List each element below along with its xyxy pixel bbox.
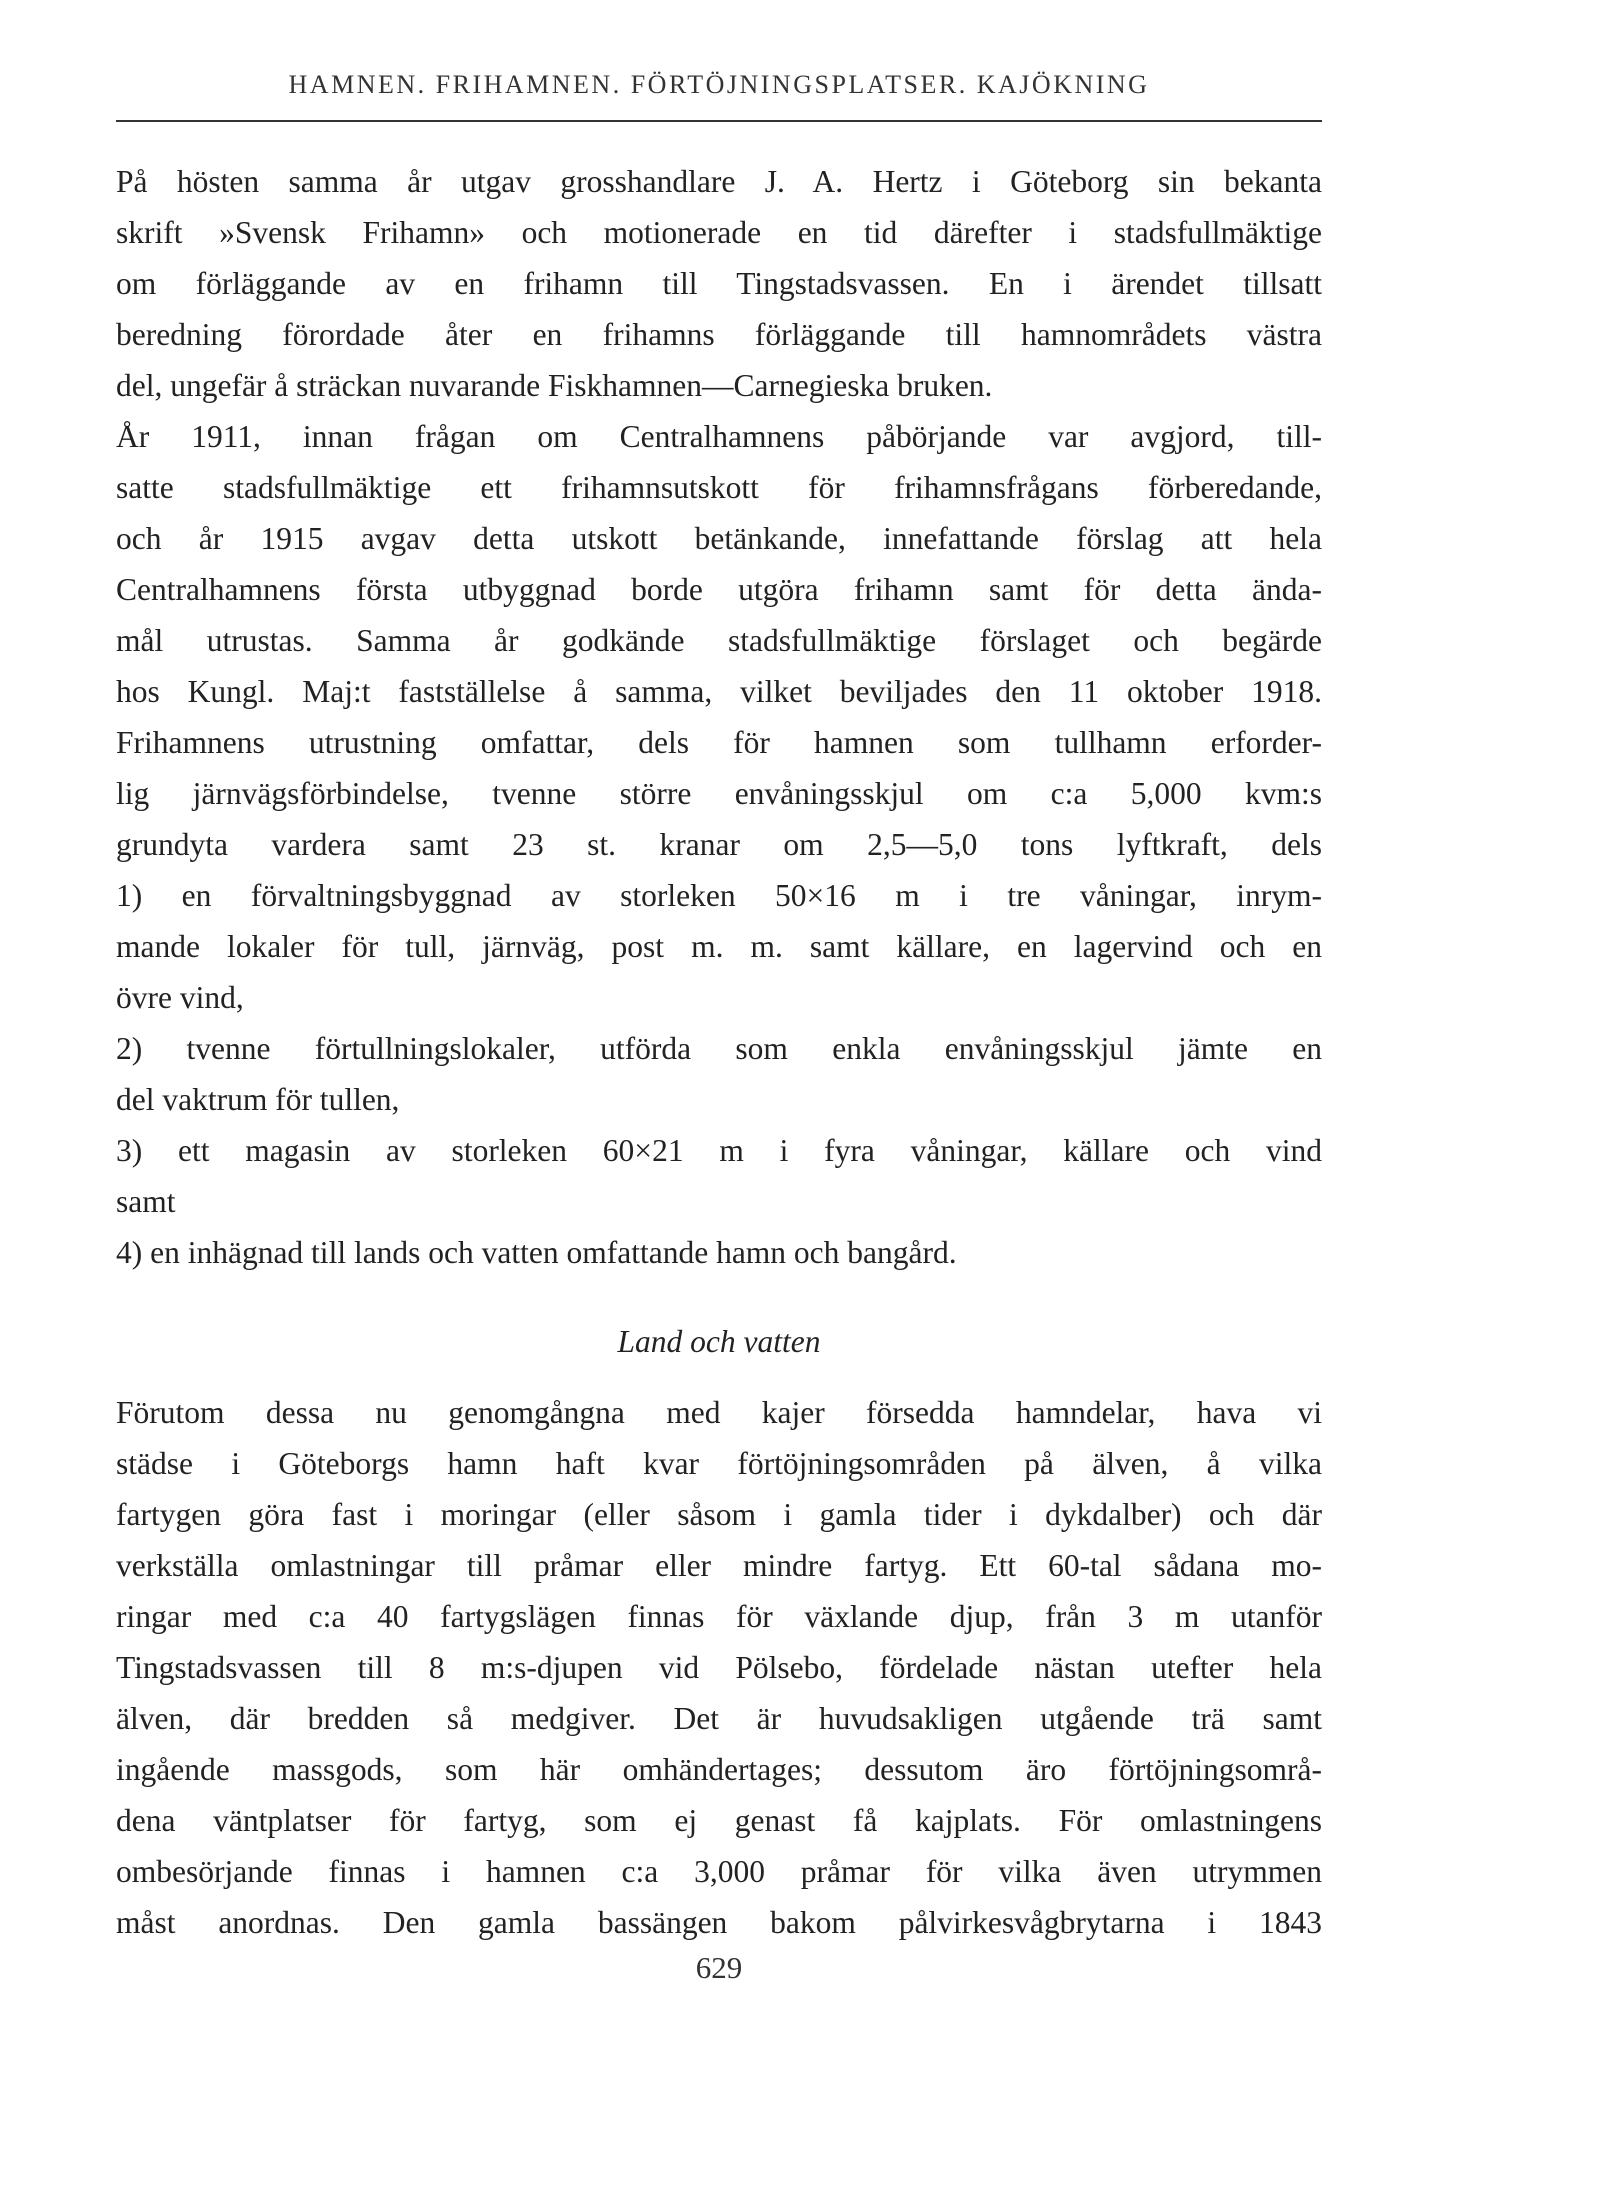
paragraph bbox=[116, 1387, 1322, 1948]
text-line: och år 1915 avgav detta utskott betänkande, innefattande förslag att hela bbox=[116, 521, 1322, 556]
text-line: om förläggande av en frihamn till Tingstadsvassen. En i ärendet tillsatt bbox=[116, 266, 1322, 301]
text-line: dena väntplatser för fartyg, som ej genast få kajplats. För omlastningens bbox=[116, 1803, 1322, 1838]
text-line: grundyta vardera samt 23 st. kranar om 2,5—5,0 tons lyftkraft, dels bbox=[116, 827, 1322, 862]
text-line: del vaktrum för tullen, bbox=[116, 1082, 400, 1117]
running-head: HAMNEN. FRIHAMNEN. FÖRTÖJNINGSPLATSER. KAJÖKNING bbox=[288, 70, 1150, 99]
paragraph bbox=[116, 717, 1322, 870]
text-line: beredning förordade åter en frihamns förläggande till hamnområdets västra bbox=[116, 317, 1322, 352]
text-line: 2) tvenne förtullningslokaler, utförda som enkla envåningsskjul jämte en bbox=[116, 1031, 1322, 1066]
text-line: övre vind, bbox=[116, 980, 244, 1015]
text-line: fartygen göra fast i moringar (eller såsom i gamla tider i dykdalber) och där bbox=[116, 1497, 1322, 1532]
text-line: ingående massgods, som här omhändertages; dessutom äro förtöjningsområ- bbox=[116, 1752, 1322, 1787]
header-rule bbox=[116, 120, 1322, 122]
text-line: städse i Göteborgs hamn haft kvar förtöjningsområden på älven, å vilka bbox=[116, 1446, 1322, 1481]
text-line: måst anordnas. Den gamla bassängen bakom pålvirkesvågbrytarna i 1843 bbox=[116, 1905, 1322, 1940]
paragraph bbox=[116, 156, 1322, 411]
list-item bbox=[116, 870, 1322, 1023]
text-line: mande lokaler för tull, järnväg, post m. m. samt källare, en lagervind och en bbox=[116, 929, 1322, 964]
text-line: del, ungefär å sträckan nuvarande Fiskhamnen—Carnegieska bruken. bbox=[116, 368, 993, 403]
list-item bbox=[116, 1125, 1322, 1227]
body-text bbox=[116, 156, 1322, 1948]
paragraph bbox=[116, 411, 1322, 717]
text-line: verkställa omlastningar till pråmar eller mindre fartyg. Ett 60-tal sådana mo- bbox=[116, 1548, 1322, 1583]
list-item bbox=[116, 1023, 1322, 1125]
text-line: Frihamnens utrustning omfattar, dels för hamnen som tullhamn erforder- bbox=[116, 725, 1322, 760]
text-line: Förutom dessa nu genomgångna med kajer försedda hamndelar, hava vi bbox=[116, 1395, 1322, 1430]
text-line: På hösten samma år utgav grosshandlare J. A. Hertz i Göteborg sin bekanta bbox=[116, 164, 1322, 199]
text-line: mål utrustas. Samma år godkände stadsfullmäktige förslaget och begärde bbox=[116, 623, 1322, 658]
text-line: hos Kungl. Maj:t fastställelse å samma, vilket beviljades den 11 oktober 1918. bbox=[116, 674, 1322, 709]
text-line: samt bbox=[116, 1184, 176, 1219]
text-line: 1) en förvaltningsbyggnad av storleken 50×16 m i tre våningar, inrym- bbox=[116, 878, 1322, 913]
text-line: 3) ett magasin av storleken 60×21 m i fyra våningar, källare och vind bbox=[116, 1133, 1322, 1168]
section-heading: Land och vatten bbox=[617, 1324, 821, 1359]
text-line: älven, där bredden så medgiver. Det är huvudsakligen utgående trä samt bbox=[116, 1701, 1322, 1736]
page-number: 629 bbox=[695, 1950, 743, 1985]
text-line: Tingstadsvassen till 8 m:s-djupen vid Pölsebo, fördelade nästan utefter hela bbox=[116, 1650, 1322, 1685]
text-line: Centralhamnens första utbyggnad borde utgöra frihamn samt för detta ända- bbox=[116, 572, 1322, 607]
section-spacer bbox=[116, 1278, 1322, 1316]
list-item bbox=[116, 1227, 1322, 1278]
text-line: ombesörjande finnas i hamnen c:a 3,000 pråmar för vilka även utrymmen bbox=[116, 1854, 1322, 1889]
text-line: 4) en inhägnad till lands och vatten omfattande hamn och bangård. bbox=[116, 1235, 957, 1270]
heading-spacer bbox=[116, 1367, 1322, 1387]
text-line: ringar med c:a 40 fartygslägen finnas för växlande djup, från 3 m utanför bbox=[116, 1599, 1322, 1634]
text-line: satte stadsfullmäktige ett frihamnsutskott för frihamnsfrågans förberedande, bbox=[116, 470, 1322, 505]
text-line: År 1911, innan frågan om Centralhamnens påbörjande var avgjord, till- bbox=[116, 419, 1322, 454]
text-line: lig järnvägsförbindelse, tvenne större envåningsskjul om c:a 5,000 kvm:s bbox=[116, 776, 1322, 811]
text-line: skrift »Svensk Frihamn» och motionerade en tid därefter i stadsfullmäktige bbox=[116, 215, 1322, 250]
